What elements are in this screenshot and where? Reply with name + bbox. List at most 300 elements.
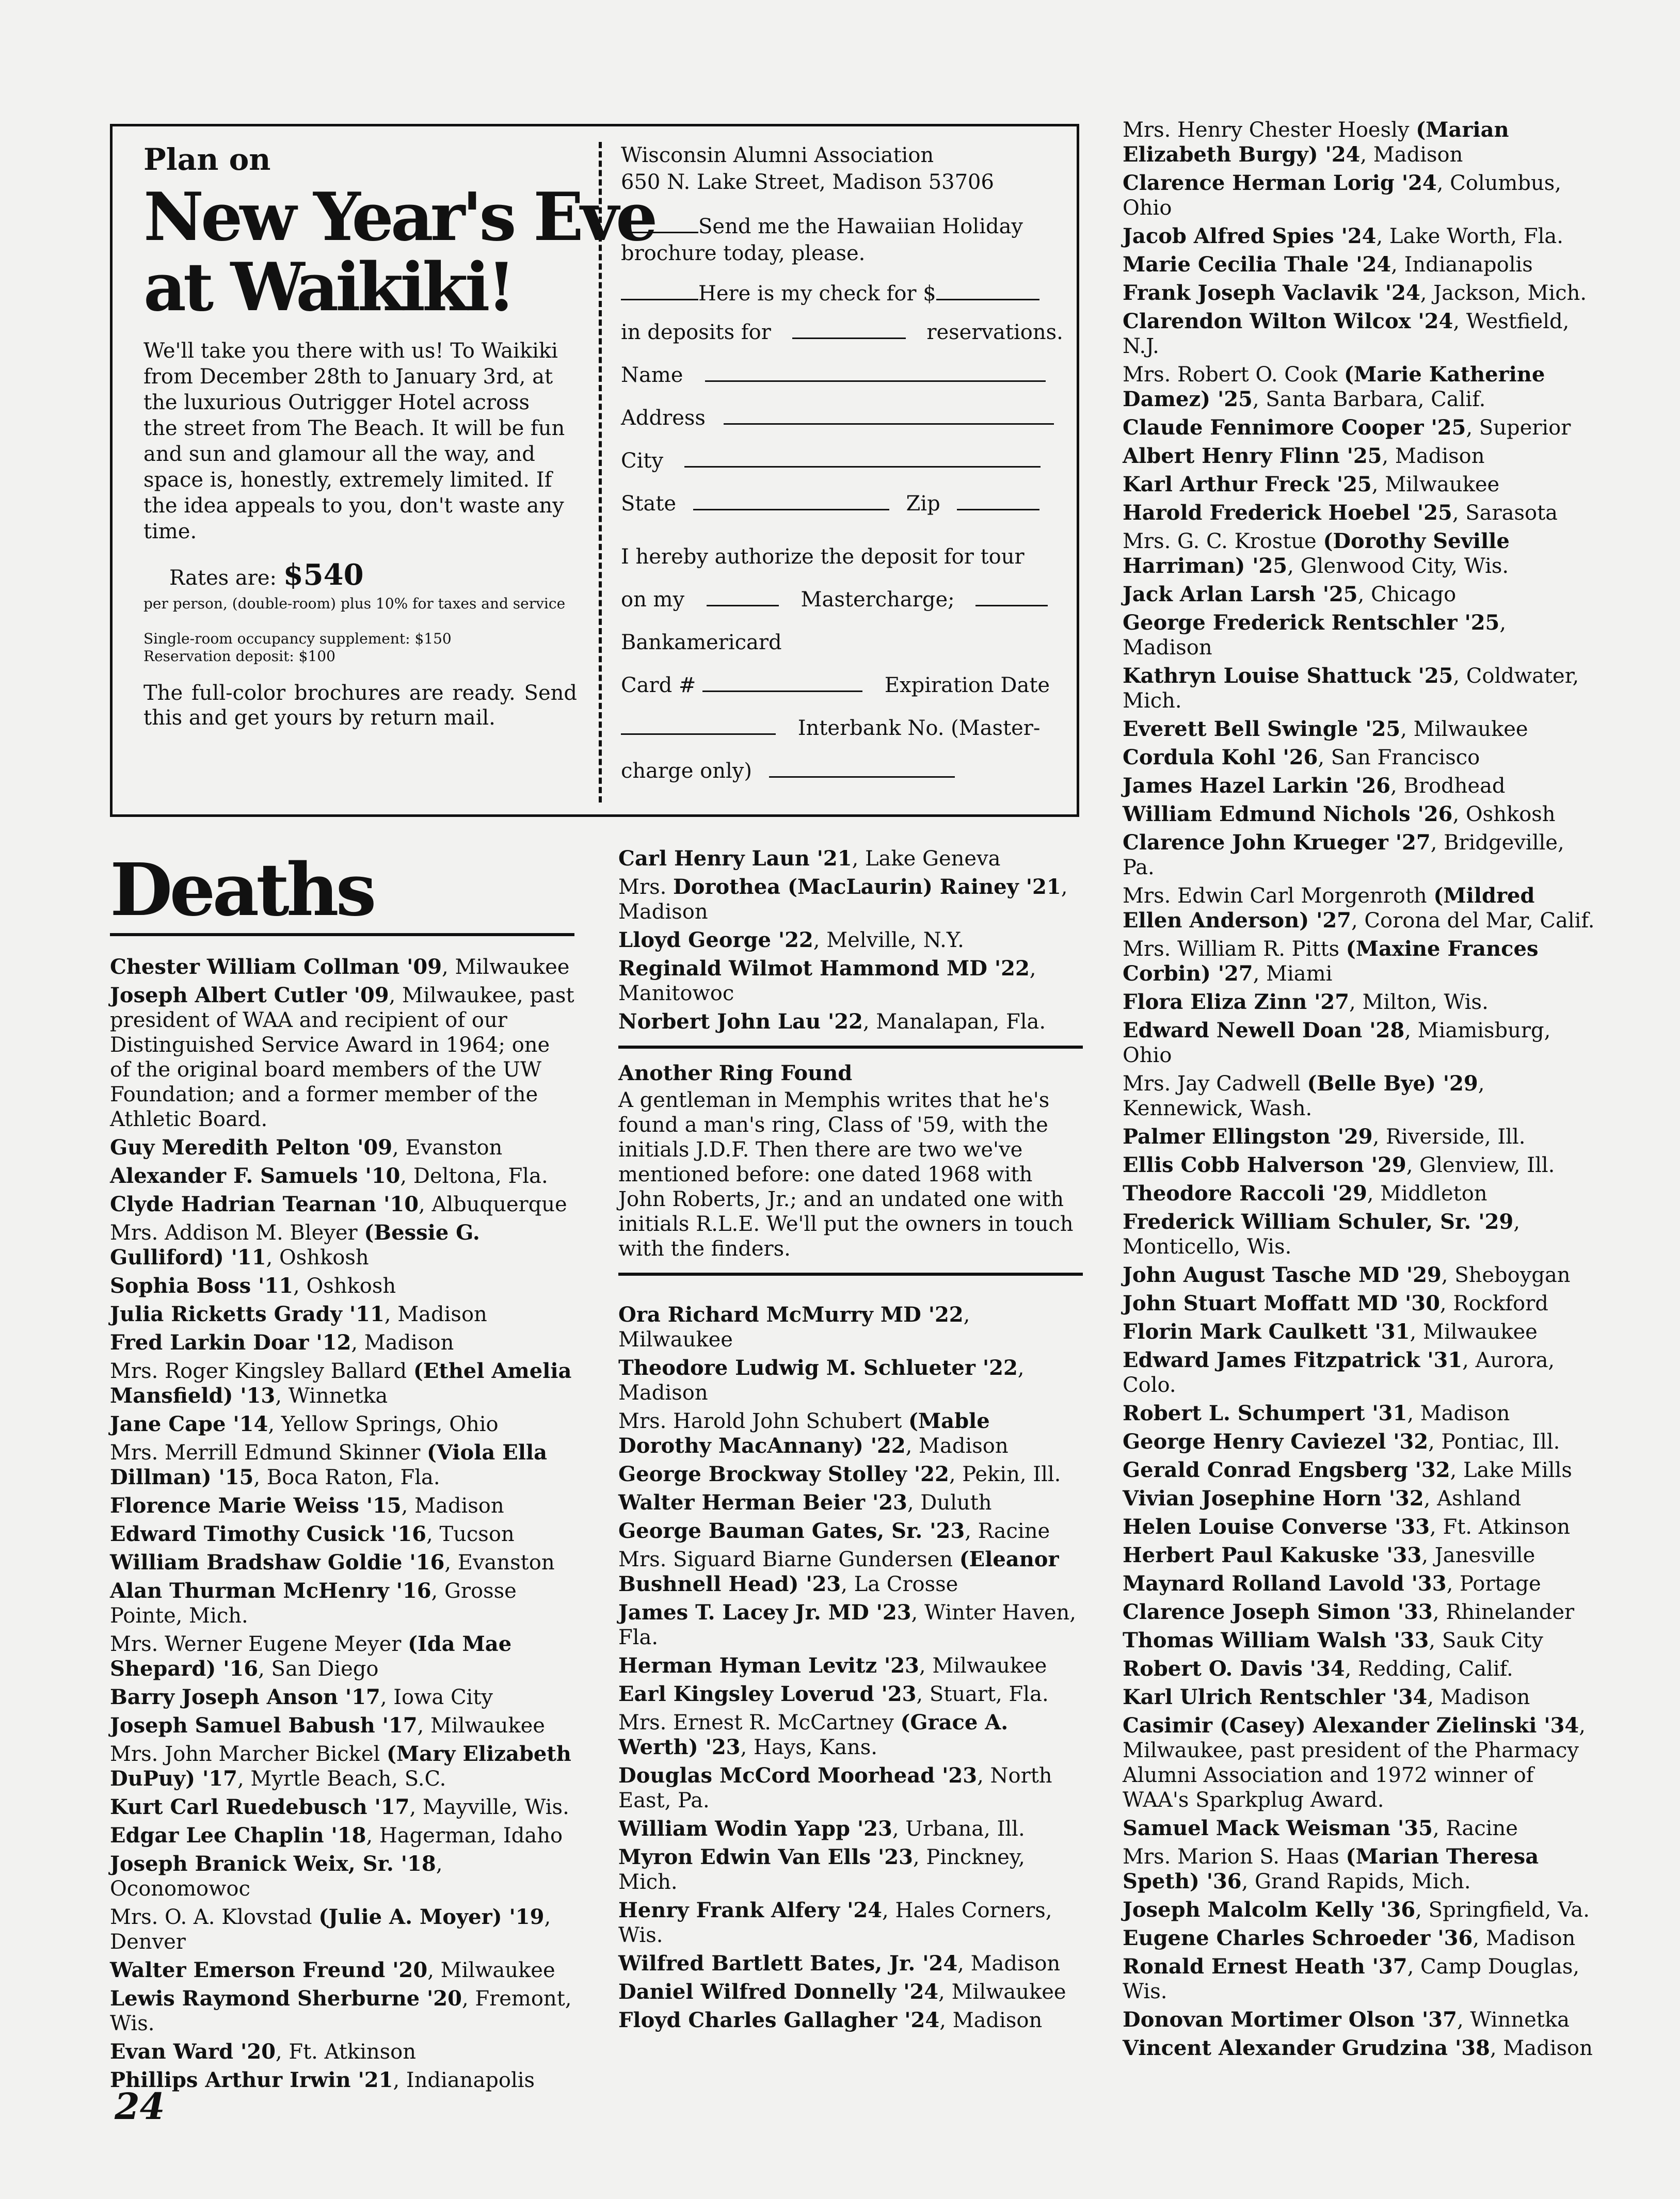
entry-details: , Madison	[905, 1434, 1009, 1458]
entry-name: William Bradshaw Goldie '16	[110, 1550, 445, 1575]
entry-details: , Winter Haven, Fla.	[618, 1601, 1076, 1649]
entry-name: Carl Henry Laun '21	[618, 846, 852, 871]
obituary-entry	[1123, 664, 1597, 713]
entry-name: Ora Richard McMurry MD '22	[618, 1303, 964, 1327]
entry-name: (Mary Elizabeth DuPuy) '17	[110, 1742, 571, 1791]
entry-details: , La Crosse	[841, 1572, 958, 1596]
obituary-entry	[618, 1490, 1083, 1515]
entry-name: Earl Kingsley Loverud '23	[618, 1682, 917, 1706]
ad-box	[110, 124, 1079, 817]
obituary-entry	[1123, 830, 1597, 880]
obituary-entry	[110, 1164, 574, 1189]
entry-details: , Milwaukee	[1400, 717, 1528, 741]
entry-name: George Bauman Gates, Sr. '23	[618, 1519, 965, 1543]
entry-details: , Milwaukee	[919, 1654, 1047, 1678]
entry-details: , Hales Corners, Wis.	[618, 1899, 1052, 1947]
entry-name: Henry Frank Alfery '24	[618, 1898, 883, 1922]
entry-details: , Sauk City	[1429, 1629, 1543, 1652]
entry-name: Casimir (Casey) Alexander Zielinski '34	[1123, 1713, 1579, 1738]
obituary-entry	[1123, 472, 1597, 497]
address-field[interactable]	[724, 408, 1054, 425]
obituary-entry	[1123, 224, 1597, 249]
obituary-entry	[1123, 1291, 1597, 1316]
obituary-entry	[618, 1654, 1083, 1678]
entry-details: , Coldwater, Mich.	[1123, 664, 1579, 713]
form-charge-only-row	[621, 750, 1060, 793]
entry-name: Lloyd George '22	[618, 928, 813, 952]
entry-name: Ellis Cobb Halverson '29	[1123, 1153, 1406, 1177]
entry-name: Joseph Samuel Babush '17	[110, 1713, 418, 1738]
obituary-entry	[1123, 1263, 1597, 1288]
ring-notice	[618, 1061, 1083, 1261]
form-authorize: I hereby authorize the deposit for tour	[621, 545, 1025, 569]
form-on-my-row	[621, 579, 1060, 621]
ad-headline	[143, 179, 660, 326]
form-state-row	[621, 483, 1060, 525]
ring-notice-text: A gentleman in Memphis writes that he's found a man's ring, Class of '59, with the initials J.D.F. Then there are two we've mentioned before: one dated 1968 with John Roberts, Jr.; and an undated one with initials R.L.E. We'll put the owners in touch with the finders.	[618, 1088, 1074, 1261]
interbank-label: Interbank No. (Master-	[797, 716, 1041, 740]
expiration-label: Expiration Date	[884, 673, 1050, 697]
entry-name: Eugene Charles Schroeder '36	[1123, 1926, 1473, 1950]
entry-details: , Madison	[1407, 1402, 1510, 1425]
entry-name: Walter Emerson Freund '20	[110, 1958, 428, 1982]
ring-box-bottom-rule	[618, 1273, 1083, 1276]
entry-details: , Oshkosh	[293, 1274, 396, 1298]
obituary-entry	[110, 1905, 574, 1954]
entry-details: , Sheboygan	[1441, 1263, 1571, 1287]
obituary-entry	[1123, 362, 1597, 412]
obituary-entry	[110, 1221, 574, 1270]
entry-prefix: Mrs. Jay Cadwell	[1123, 1072, 1307, 1096]
entry-name: Barry Joseph Anson '17	[110, 1685, 380, 1709]
entry-name: (Viola Ella Dillman) '15	[110, 1440, 548, 1489]
obituary-entry	[1123, 1898, 1597, 1922]
entry-name: Joseph Malcolm Kelly '36	[1123, 1898, 1416, 1922]
entry-details: , Milwaukee, past president of the Pharmacy Alumni Association and 1972 winner of WAA's Sparkplug Award.	[1123, 1714, 1586, 1812]
interbank-number-field[interactable]	[769, 761, 955, 778]
entry-details: , Madison	[351, 1331, 454, 1355]
entry-name: Douglas McCord Moorhead '23	[618, 1763, 978, 1788]
obituary-entry	[110, 1986, 574, 2036]
entry-prefix: Mrs. G. C. Krostue	[1123, 529, 1323, 553]
obituary-entry	[618, 2008, 1083, 2033]
entry-details: , Indianapolis	[1391, 253, 1533, 277]
entry-details: , Iowa City	[380, 1686, 493, 1709]
on-my-label: on my	[621, 588, 685, 612]
obituary-entry	[1123, 1543, 1597, 1568]
entry-name: Marie Cecilia Thale '24	[1123, 252, 1391, 277]
entry-prefix: Mrs. William R. Pitts	[1123, 937, 1346, 961]
obituary-entry	[1123, 444, 1597, 469]
ad-rates-price: $540	[283, 558, 364, 592]
entry-details: , Urbana, Ill.	[892, 1817, 1025, 1841]
entry-name: John August Tasche MD '29	[1123, 1263, 1442, 1287]
entry-name: Herbert Paul Kakuske '33	[1123, 1543, 1422, 1567]
form-check	[621, 280, 1060, 307]
entry-details: , Superior	[1466, 416, 1571, 440]
page-number: 24	[115, 2085, 165, 2128]
entry-details: , Hagerman, Idaho	[366, 1824, 563, 1848]
zip-field[interactable]	[957, 493, 1039, 510]
form-interbank-row	[621, 707, 1060, 750]
entry-details: , Milwaukee	[427, 1959, 555, 1982]
name-field[interactable]	[705, 365, 1046, 382]
obituary-entry	[1123, 1486, 1597, 1511]
entry-details: , Manalapan, Fla.	[862, 1010, 1046, 1034]
obituary-entry	[1123, 1713, 1597, 1812]
ad-closing: The full-color brochures are ready. Send this and get yours by return mail.	[143, 681, 577, 730]
entry-prefix: Mrs. Roger Kingsley Ballard	[110, 1359, 413, 1383]
coupon-form	[621, 142, 1063, 793]
ad-body: We'll take you there with us! To Waikiki from December 28th to January 3rd, at the luxurious Outrigger Hotel across the street from The Beach. It will be fun and sun and glamour all the way, and space is, honestly, extremely limited. If the idea appeals to you, don't waste any time.	[143, 339, 565, 543]
ad-copy	[143, 142, 660, 730]
ad-headline-line1: New Year's Eve	[143, 179, 655, 256]
entry-details: , Winnetka	[275, 1384, 388, 1408]
entry-name: (Marian Elizabeth Burgy) '24	[1123, 118, 1509, 167]
obituary-entry	[1123, 501, 1597, 525]
ad-single-supplement: Single-room occupancy supplement: $150	[143, 630, 452, 647]
entry-name: Clyde Hadrian Tearnan '10	[110, 1192, 419, 1216]
obituary-entry	[618, 1817, 1083, 1841]
expiration-field[interactable]	[621, 718, 776, 735]
entry-details: , Lake Worth, Fla.	[1376, 224, 1563, 248]
deaths-column-3	[1123, 118, 1597, 2064]
obituary-entry	[618, 1519, 1083, 1544]
entry-name: Florence Marie Weiss '15	[110, 1494, 402, 1518]
entry-prefix: Mrs. Henry Chester Hoesly	[1123, 118, 1416, 142]
mastercharge-checkbox[interactable]	[707, 589, 779, 606]
entry-name: (Grace A. Werth) '23	[618, 1710, 1009, 1759]
check-blank[interactable]	[621, 283, 698, 300]
obituary-entry	[1123, 529, 1597, 579]
obituary-entry	[110, 1713, 574, 1738]
obituary-entry	[618, 1710, 1083, 1760]
entry-details: , Ft. Atkinson	[1430, 1515, 1571, 1539]
entry-prefix: Mrs. Edwin Carl Morgenroth	[1123, 884, 1434, 908]
deposits-for-label: in deposits for	[621, 320, 771, 344]
entry-details: , Denver	[110, 1905, 551, 1954]
city-field[interactable]	[684, 451, 1041, 468]
entry-details: , Springfield, Va.	[1415, 1898, 1590, 1922]
entry-prefix: Mrs. John Marcher Bickel	[110, 1742, 387, 1766]
entry-name: (Bessie G. Gulliford) '11	[110, 1221, 480, 1270]
obituary-entry	[1123, 937, 1597, 986]
ad-supplements	[143, 630, 660, 665]
obituary-entry	[1123, 1600, 1597, 1625]
obituary-entry	[110, 1135, 574, 1160]
entry-details: , Milwaukee	[417, 1714, 545, 1738]
obituary-entry	[618, 1462, 1083, 1487]
obituary-entry	[1123, 1926, 1597, 1951]
obituary-entry	[1123, 1844, 1597, 1894]
entry-details: , Milwaukee, past president of WAA and recipient of our Distinguished Service Award in 1964; one of the original board members of the UW Foundation; and a former member of the Athletic Board.	[110, 984, 574, 1131]
obituary-entry	[1123, 884, 1597, 933]
entry-name: Fred Larkin Doar '12	[110, 1330, 351, 1355]
entry-details: , Racine	[1432, 1817, 1518, 1840]
entry-details: , Madison	[957, 1952, 1061, 1976]
entry-name: Donovan Mortimer Olson '37	[1123, 2008, 1457, 2032]
obituary-entry	[1123, 2036, 1597, 2061]
entry-name: William Wodin Yapp '23	[618, 1817, 892, 1841]
obituary-entry	[618, 846, 1083, 871]
entry-name: Albert Henry Flinn '25	[1123, 444, 1382, 468]
entry-details: , Oshkosh	[266, 1246, 369, 1270]
entry-name: John Stuart Moffatt MD '30	[1123, 1291, 1440, 1315]
deaths-list-2b	[618, 1303, 1083, 2033]
entry-prefix: Mrs. Ernest R. McCartney	[618, 1711, 901, 1735]
entry-details: , Pinckney, Mich.	[618, 1845, 1025, 1894]
entry-prefix: Mrs.	[618, 875, 674, 899]
obituary-entry	[618, 1980, 1083, 2004]
obituary-entry	[618, 1845, 1083, 1895]
entry-name: Sophia Boss '11	[110, 1274, 294, 1298]
entry-prefix: Mrs. Addison M. Bleyer	[110, 1221, 364, 1245]
form-bankamericard: Bankamericard	[621, 631, 782, 654]
entry-name: James T. Lacey Jr. MD '23	[618, 1600, 911, 1625]
entry-details: , Westfield, N.J.	[1123, 310, 1570, 358]
entry-details: , Tucson	[426, 1522, 515, 1546]
entry-name: Clarence Joseph Simon '33	[1123, 1600, 1433, 1624]
obituary-entry	[110, 1440, 574, 1490]
entry-name: James Hazel Larkin '26	[1123, 774, 1391, 798]
ad-reservation-deposit: Reservation deposit: $100	[143, 648, 335, 665]
entry-details: , Miami	[1253, 962, 1333, 986]
entry-prefix: Mrs. Werner Eugene Meyer	[110, 1632, 408, 1656]
entry-details: , Madison	[939, 2009, 1043, 2032]
bankamericard-checkbox[interactable]	[975, 589, 1048, 606]
obituary-entry	[1123, 1018, 1597, 1068]
entry-details: , Aurora, Colo.	[1123, 1349, 1555, 1397]
obituary-entry	[1123, 1153, 1597, 1178]
entry-details: , Lake Geneva	[852, 847, 1001, 871]
entry-details: , Madison	[1427, 1686, 1530, 1709]
entry-name: (Ida Mae Shepard) '16	[110, 1632, 512, 1681]
entry-details: , Oshkosh	[1452, 802, 1556, 826]
ring-notice-title: Another Ring Found	[618, 1061, 853, 1085]
entry-details: , Jackson, Mich.	[1420, 281, 1587, 305]
entry-name: Claude Fennimore Cooper '25	[1123, 415, 1466, 440]
obituary-entry	[1123, 1401, 1597, 1426]
entry-details: , Ashland	[1423, 1487, 1522, 1511]
obituary-entry	[1123, 717, 1597, 742]
obituary-entry	[110, 2068, 574, 2093]
entry-name: Edgar Lee Chaplin '18	[110, 1823, 366, 1848]
entry-details: , Rhinelander	[1432, 1600, 1575, 1624]
deaths-list-2a	[618, 846, 1083, 1034]
entry-name: Helen Louise Converse '33	[1123, 1515, 1430, 1539]
entry-name: (Julie A. Moyer) '19	[318, 1905, 545, 1929]
entry-details: , Milwaukee	[1410, 1320, 1538, 1344]
entry-details: , Mayville, Wis.	[409, 1795, 569, 1819]
deaths-list-3	[1123, 118, 1597, 2061]
entry-details: , Ft. Atkinson	[275, 2040, 417, 2064]
entry-details: , Fremont, Wis.	[110, 1987, 572, 2035]
entry-name: Walter Herman Beier '23	[618, 1490, 907, 1515]
obituary-entry	[1123, 252, 1597, 277]
obituary-entry	[1123, 582, 1597, 607]
obituary-entry	[1123, 802, 1597, 827]
city-label: City	[621, 449, 664, 473]
entry-name: Evan Ward '20	[110, 2040, 276, 2064]
obituary-entry	[1123, 1181, 1597, 1206]
address-label: Address	[621, 406, 706, 430]
obituary-entry	[618, 1009, 1083, 1034]
obituary-entry	[1123, 2008, 1597, 2032]
entry-name: Dorothea (MacLaurin) Rainey '21	[673, 875, 1061, 899]
entry-details: , Grosse Pointe, Mich.	[110, 1579, 517, 1628]
obituary-entry	[1123, 1210, 1597, 1259]
entry-details: , Columbus, Ohio	[1123, 171, 1561, 220]
entry-details: , North East, Pa.	[618, 1764, 1052, 1812]
obituary-entry	[110, 1494, 574, 1518]
card-number-field[interactable]	[702, 675, 862, 692]
entry-details: , Pontiac, Ill.	[1428, 1430, 1560, 1454]
ad-rates-label: Rates are:	[169, 566, 277, 590]
entry-name: Alan Thurman McHenry '16	[110, 1579, 431, 1603]
entry-name: Frederick William Schuler, Sr. '29	[1123, 1210, 1514, 1234]
entry-details: , Madison	[1473, 1927, 1576, 1950]
entry-name: William Edmund Nichols '26	[1123, 802, 1453, 826]
obituary-entry	[1123, 171, 1597, 220]
entry-name: Vivian Josephine Horn '32	[1123, 1486, 1424, 1511]
entry-name: George Henry Caviezel '32	[1123, 1430, 1429, 1454]
entry-details: , Stuart, Fla.	[916, 1682, 1049, 1706]
obituary-entry	[110, 1579, 574, 1628]
entry-details: , Milwaukee	[1371, 473, 1500, 496]
entry-name: Clarendon Wilton Wilcox '24	[1123, 309, 1453, 333]
entry-details: , Grand Rapids, Mich.	[1241, 1870, 1471, 1893]
entry-details: , Middleton	[1367, 1182, 1487, 1206]
entry-name: Jane Cape '14	[110, 1412, 268, 1436]
entry-name: Kathryn Louise Shattuck '25	[1123, 664, 1453, 688]
entry-details: , Madison	[384, 1303, 487, 1326]
entry-name: Jack Arlan Larsh '25	[1123, 582, 1358, 606]
entry-name: Florin Mark Caulkett '31	[1123, 1320, 1410, 1344]
obituary-entry	[618, 1303, 1083, 1352]
entry-name: Robert L. Schumpert '31	[1123, 1401, 1407, 1425]
entry-details: , Madison	[1490, 2036, 1593, 2060]
entry-name: Robert O. Davis '34	[1123, 1657, 1345, 1681]
obituary-entry	[110, 1550, 574, 1575]
entry-name: Everett Bell Swingle '25	[1123, 717, 1401, 741]
entry-name: Herman Hyman Levitz '23	[618, 1654, 919, 1678]
entry-details: , Racine	[965, 1519, 1050, 1543]
obituary-entry	[110, 1852, 574, 1901]
entry-name: George Brockway Stolley '22	[618, 1462, 949, 1486]
entry-name: Wilfred Bartlett Bates, Jr. '24	[618, 1951, 958, 1976]
ad-rates-note: per person, (double-room) plus 10% for taxes and service	[143, 595, 566, 612]
entry-details: , Madison	[618, 1356, 1025, 1405]
entry-name: Gerald Conrad Engsberg '32	[1123, 1458, 1450, 1482]
name-label: Name	[621, 363, 683, 387]
entry-details: , Myrtle Beach, S.C.	[237, 1767, 446, 1791]
entry-details: , Riverside, Ill.	[1372, 1125, 1526, 1149]
obituary-entry	[618, 1600, 1083, 1650]
cut-line	[599, 142, 602, 802]
entry-details: , Hays, Kans.	[740, 1736, 877, 1759]
entry-name: (Marie Katherine Damez) '25	[1123, 362, 1545, 411]
reservations-count-field[interactable]	[792, 322, 906, 339]
entry-details: , Madison	[1360, 143, 1463, 167]
ring-box-top-rule	[618, 1046, 1083, 1049]
entry-name: Chester William Collman '09	[110, 955, 442, 979]
state-label: State	[621, 492, 677, 516]
obituary-entry	[618, 928, 1083, 953]
obituary-entry	[1123, 1125, 1597, 1149]
obituary-entry	[1123, 1571, 1597, 1596]
obituary-entry	[1123, 1071, 1597, 1121]
entry-details: , Milwaukee	[938, 1980, 1066, 2004]
obituary-entry	[1123, 745, 1597, 770]
check-label: Here is my check for $	[698, 282, 936, 306]
obituary-entry	[1123, 309, 1597, 359]
entry-name: (Maxine Frances Corbin) '27	[1123, 937, 1539, 986]
entry-name: Daniel Wilfred Donnelly '24	[618, 1980, 939, 2004]
entry-details: , Melville, N.Y.	[813, 928, 964, 952]
entry-prefix: Mrs. Siguard Biarne Gundersen	[618, 1548, 959, 1571]
obituary-entry	[618, 956, 1083, 1006]
obituary-entry	[1123, 1657, 1597, 1681]
entry-name: (Belle Bye) '29	[1307, 1071, 1478, 1096]
obituary-entry	[110, 1685, 574, 1710]
entry-details: , Glenview, Ill.	[1406, 1153, 1555, 1177]
entry-name: Maynard Rolland Lavold '33	[1123, 1571, 1447, 1596]
obituary-entry	[110, 1823, 574, 1848]
ad-plan-on: Plan on	[143, 142, 271, 177]
obituary-entry	[110, 1795, 574, 1820]
form-name-row	[621, 354, 1060, 397]
entry-details: , Chicago	[1357, 583, 1457, 606]
deaths-rule	[110, 933, 574, 936]
entry-name: Joseph Branick Weix, Sr. '18	[110, 1852, 436, 1876]
state-field[interactable]	[693, 493, 889, 510]
entry-name: Phillips Arthur Irwin '21	[110, 2068, 393, 2092]
entry-name: Clarence Herman Lorig '24	[1123, 171, 1437, 195]
ad-headline-line2: at Waikiki!	[143, 249, 513, 326]
entry-details: , Brodhead	[1390, 774, 1506, 798]
entry-name: Samuel Mack Weisman '35	[1123, 1816, 1433, 1840]
entry-name: Theodore Ludwig M. Schlueter '22	[618, 1356, 1018, 1380]
entry-details: , Evanston	[444, 1551, 555, 1575]
mastercharge-label: Mastercharge;	[801, 588, 955, 612]
entry-name: Jacob Alfred Spies '24	[1123, 224, 1377, 248]
deaths-list-1	[110, 955, 574, 2096]
entry-name: Thomas William Walsh '33	[1123, 1628, 1429, 1652]
zip-label: Zip	[906, 492, 940, 516]
obituary-entry	[618, 1547, 1083, 1597]
entry-details: , Oconomowoc	[110, 1852, 443, 1901]
form-address-row	[621, 397, 1060, 440]
obituary-entry	[110, 1192, 574, 1217]
check-amount-field[interactable]	[936, 283, 1039, 300]
entry-details: , Madison	[618, 875, 1068, 924]
entry-details: , Camp Douglas, Wis.	[1123, 1955, 1580, 2003]
obituary-entry	[1123, 281, 1597, 306]
obituary-entry	[1123, 1430, 1597, 1454]
entry-details: , Indianapolis	[393, 2068, 535, 2092]
form-send-brochure	[621, 213, 1060, 267]
entry-details: , Duluth	[907, 1491, 992, 1515]
send-brochure-blank[interactable]	[621, 216, 698, 233]
entry-details: , Glenwood City, Wis.	[1287, 554, 1509, 578]
obituary-entry	[1123, 118, 1597, 167]
obituary-entry	[110, 1302, 574, 1327]
deaths-column-2	[618, 846, 1083, 2036]
form-address: 650 N. Lake Street, Madison 53706	[621, 170, 994, 194]
obituary-entry	[618, 875, 1083, 924]
obituary-entry	[618, 1682, 1083, 1707]
entry-details: , Santa Barbara, Calif.	[1252, 388, 1486, 411]
